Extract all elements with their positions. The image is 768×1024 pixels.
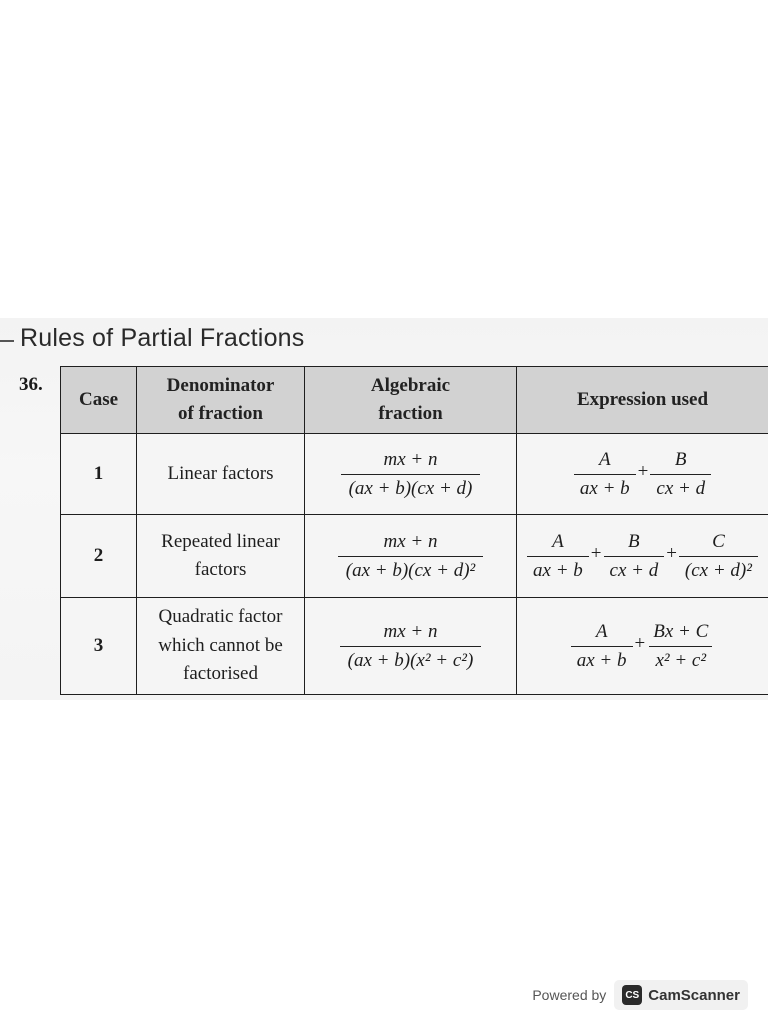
plus-sign: +	[590, 542, 602, 564]
term-numerator: A	[595, 620, 608, 642]
term-numerator: A	[598, 448, 611, 470]
term-fraction	[647, 621, 714, 672]
denominator-cell: Linear factors	[137, 434, 305, 515]
header-expression: Expression used	[517, 367, 768, 434]
term-denominator: x² + c²	[649, 646, 712, 672]
denominator-text: Quadratic factor which cannot be factorised	[158, 606, 283, 685]
expression	[527, 530, 758, 581]
algebraic-fraction-cell	[305, 598, 517, 695]
question-number: 36.	[19, 374, 43, 395]
denominator-text: Repeated linear factors	[161, 530, 280, 580]
fraction	[341, 449, 481, 500]
term-fraction	[679, 531, 758, 582]
camscanner-footer	[532, 980, 748, 1010]
term-numerator: A	[552, 530, 564, 552]
fraction-denominator: (ax + b)(x² + c²)	[340, 646, 482, 672]
header-denominator	[137, 367, 305, 434]
plus-sign: +	[666, 542, 677, 564]
table-row	[61, 434, 768, 515]
term-fraction	[571, 621, 633, 672]
term-fraction	[574, 449, 636, 500]
term-numerator: C	[712, 530, 725, 552]
term-denominator: (cx + d)²	[679, 556, 758, 582]
expression-cell	[517, 515, 768, 598]
term-fraction	[604, 531, 665, 582]
term-denominator: ax + b	[574, 474, 636, 500]
expression-cell	[517, 598, 768, 695]
algebraic-fraction-cell	[305, 515, 517, 598]
denominator-cell	[137, 515, 305, 598]
term-numerator: Bx + C	[653, 620, 709, 642]
term-fraction	[650, 449, 711, 500]
table-header-row	[61, 367, 768, 434]
fraction	[338, 531, 483, 582]
camscanner-logo-icon: CS	[622, 985, 642, 1005]
case-cell: 1	[61, 434, 137, 515]
header-denominator-text: Denominator of fraction	[166, 374, 275, 424]
case-cell: 2	[61, 515, 137, 598]
partial-fractions-table	[60, 366, 768, 695]
powered-by-text: Powered by	[532, 987, 607, 1003]
term-denominator: ax + b	[571, 646, 633, 672]
term-numerator: B	[628, 530, 640, 552]
table-row	[61, 598, 768, 695]
algebraic-fraction-cell	[305, 434, 517, 515]
header-algebraic-text: Algebraic fraction	[370, 374, 451, 424]
plus-sign: +	[637, 460, 649, 482]
expression-cell	[517, 434, 768, 515]
case-cell: 3	[61, 598, 137, 695]
fraction-numerator: mx + n	[383, 620, 438, 642]
term-numerator: B	[674, 448, 687, 470]
header-case: Case	[61, 367, 137, 434]
denominator-cell	[137, 598, 305, 695]
term-denominator: cx + d	[604, 556, 665, 582]
camscanner-badge	[614, 980, 748, 1010]
camscanner-brand: CamScanner	[648, 986, 740, 1004]
fraction	[340, 621, 482, 672]
fraction-numerator: mx + n	[383, 530, 438, 552]
expression	[571, 620, 715, 671]
title-rule	[0, 340, 14, 342]
fraction-denominator: (ax + b)(cx + d)²	[338, 556, 483, 582]
term-denominator: cx + d	[650, 474, 711, 500]
fraction-numerator: mx + n	[383, 448, 438, 470]
term-fraction	[527, 531, 589, 582]
expression	[574, 448, 711, 499]
fraction-denominator: (ax + b)(cx + d)	[341, 474, 481, 500]
term-denominator: ax + b	[527, 556, 589, 582]
plus-sign: +	[634, 632, 646, 654]
section-title: Rules of Partial Fractions	[20, 324, 305, 352]
table-row	[61, 515, 768, 598]
header-algebraic	[305, 367, 517, 434]
